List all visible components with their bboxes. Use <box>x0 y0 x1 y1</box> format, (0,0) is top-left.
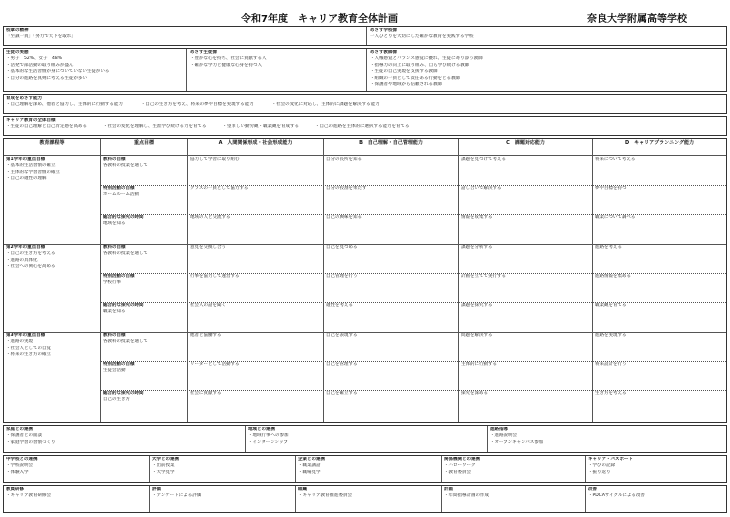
bottom-heading: キャリア・パスポート <box>588 457 633 462</box>
spirit-body: 「至誠一貫」「努力で天下を取れ」 <box>6 34 76 40</box>
table-cell <box>324 361 458 390</box>
sub-row-line <box>101 302 726 303</box>
partners-section <box>3 425 727 453</box>
focus-sub: ホームルーム活動 <box>103 192 139 198</box>
cell-text: 自己の興味を知る <box>326 215 362 220</box>
bottom-line: ・オープンキャンパス参加 <box>490 439 544 445</box>
table-cell <box>459 361 592 390</box>
focus-sub: 各教科の授業を通して <box>103 251 148 257</box>
cell-text: クラスの一員として協力する <box>190 186 249 191</box>
cell-text: 将来について考える <box>595 157 636 162</box>
bottom-line: ・振り返り <box>588 469 611 475</box>
head-label: 重点目標 <box>133 140 154 146</box>
table-cell <box>188 332 323 361</box>
focus-cell <box>101 156 187 185</box>
cell-text: 夢や目標を持つ <box>595 186 627 191</box>
grade-line: ・自己の生き方を考える <box>6 251 56 257</box>
table-cell <box>188 244 323 273</box>
table-cell <box>188 302 323 331</box>
cell-text: 進路を考える <box>595 245 622 250</box>
grade-line: ・将来の生き方の確立 <box>6 352 51 358</box>
cell-text: 社会人の話を聞く <box>190 303 226 308</box>
sub-row-line <box>101 390 726 391</box>
bottom-line: ・体験入学 <box>6 469 29 475</box>
table-cell <box>459 273 592 302</box>
table-cell <box>188 273 323 302</box>
head-label: C 課題対応能力 <box>506 140 545 146</box>
cell-text: 自己を表現する <box>326 333 358 338</box>
table-cell <box>459 390 592 419</box>
table-cell <box>324 332 458 361</box>
students-line: ・男子 52%、女子 48% <box>6 56 63 62</box>
head-label: A 人間関係形成・社会形成能力 <box>218 140 293 146</box>
bottom-2-4 <box>586 456 726 483</box>
bottom-line: ・家庭学習の習慣づくり <box>6 439 56 445</box>
table-cell <box>593 214 726 243</box>
cell-text: 主体的に行動する <box>461 362 497 367</box>
grade-heading: 第1学年の重点目標 <box>6 157 46 162</box>
goal-line: ・社会の変化を理解し、生涯学び続ける力を育てる <box>103 124 207 130</box>
bottom-line: ・PDCAサイクルによる改善 <box>588 493 645 499</box>
table-cell <box>593 244 726 273</box>
bottom-line: ・進路説明会 <box>490 433 517 439</box>
vision-body: 一人ひとりを大切にした確かな教育を実践する学校 <box>370 34 474 40</box>
cell-text: 協力して学習に取り組む <box>190 157 240 162</box>
cell-text: 生き方を考える <box>595 391 627 396</box>
spirit-cell <box>4 27 364 46</box>
table-cell <box>459 244 592 273</box>
bottom-1-0 <box>4 426 244 453</box>
grade-line: ・進路の実現 <box>6 339 33 345</box>
cell-text: 自己管理を行う <box>326 274 358 279</box>
target-students-line: ・豊かな心を持ち、社会に貢献する人 <box>190 56 267 62</box>
focus-sub: 地域を知る <box>103 221 126 227</box>
target-students-line: ・確かな学力と健康な心身を持つ人 <box>190 62 262 68</box>
bottom-2-1 <box>150 456 294 483</box>
bottom-3-2 <box>296 486 440 513</box>
grade-row-line <box>4 332 726 333</box>
cell-text: 自分の役割を果たす <box>326 186 367 191</box>
table-cell <box>459 185 592 214</box>
page-header <box>3 4 727 26</box>
abilities-cell <box>4 95 727 114</box>
grade-heading: 第3学年の重点目標 <box>6 333 46 338</box>
table-head-a <box>188 139 323 155</box>
table-cell <box>324 302 458 331</box>
bottom-heading: 組織 <box>298 487 307 492</box>
grade-line: ・社会への関心を高める <box>6 264 56 270</box>
ability-line: ・自己の生き方を考え、将来の夢や目標を実現する能力 <box>140 102 254 108</box>
bottom-line: ・出前授業 <box>152 463 175 469</box>
focus-sub: 自己の生き方 <box>103 397 130 403</box>
bottom-3-0 <box>4 486 148 513</box>
bottom-heading: 教員研修 <box>6 487 24 492</box>
table-cell <box>593 156 726 185</box>
abilities-heading: 育成をめざす能力 <box>6 96 42 101</box>
table-cell <box>188 185 323 214</box>
bottom-heading: 家庭との連携 <box>6 427 33 432</box>
sub-row-line <box>101 185 726 186</box>
bottom-line: ・年間指導計画の作成 <box>444 493 489 499</box>
table-head-focus <box>101 139 187 155</box>
bottom-2-2 <box>296 456 440 483</box>
grade-heading: 第2学年の重点目標 <box>6 245 46 250</box>
bottom-line: ・大学見学 <box>152 469 175 475</box>
bottom-heading: 中学校との連携 <box>6 457 38 462</box>
cell-text: 適性を考える <box>326 303 353 308</box>
table-cell <box>188 214 323 243</box>
bottom-1-1 <box>246 426 486 453</box>
cell-text: 課題を分析する <box>461 245 493 250</box>
sub-row-line <box>101 214 726 215</box>
table-cell <box>324 244 458 273</box>
grade-line: ・主体的な学習習慣の確立 <box>6 169 60 175</box>
table-cell <box>188 156 323 185</box>
bottom-line: ・職場見学 <box>298 469 321 475</box>
page-title: 令和7年度 キャリア教育全体計画 <box>241 14 398 25</box>
sub-row-line <box>101 361 726 362</box>
cell-text: 自己を確立する <box>326 391 358 396</box>
focus-cell <box>101 214 187 243</box>
bottom-heading: 地域との連携 <box>248 427 275 432</box>
bottom-line: ・キャリア教育推進委員会 <box>298 493 352 499</box>
cell-text: 計画を立てて実行する <box>461 274 506 279</box>
grade-line: ・進路の具体化 <box>6 257 38 263</box>
cell-text: 将来設計を行う <box>595 362 627 367</box>
table-cell <box>593 361 726 390</box>
focus-cell <box>101 302 187 331</box>
head-label: D キャリアプランニング能力 <box>624 140 695 146</box>
bottom-2-3 <box>442 456 584 483</box>
cell-text: 課題を見つけて考える <box>461 157 506 162</box>
cell-text: 意見を交換し合う <box>190 245 226 250</box>
head-label: 教育課程等 <box>39 140 65 146</box>
focus-label: 教科の目標 <box>103 245 126 250</box>
vision-cell <box>368 27 726 46</box>
table-cell <box>324 390 458 419</box>
teachers-line: ・組織の一員として責任ある行動をとる教師 <box>370 75 460 81</box>
goals-cell <box>4 117 727 136</box>
spirit-divider <box>366 27 367 46</box>
grade-line: ・自己の適性の理解 <box>6 176 47 182</box>
table-head-c <box>459 139 592 155</box>
bottom-line: ・学校説明会 <box>6 463 33 469</box>
bottom-line: ・教育委員会 <box>444 469 471 475</box>
ability-line: ・自己理解を深め、他者と協力し、主体的に行動する能力 <box>6 102 123 108</box>
teachers-line: ・人権感覚とバランス感覚に優れ、生徒に寄り添う教師 <box>370 56 483 62</box>
bottom-3-1 <box>150 486 294 513</box>
cell-text: 自己を見つめる <box>326 245 358 250</box>
cell-text: 職業について調べる <box>595 215 636 220</box>
focus-label: 総合的な探究の時間 <box>103 303 144 308</box>
cell-text: 進路を実現する <box>595 333 627 338</box>
cell-text: 地域の人と交流する <box>190 215 231 220</box>
focus-cell <box>101 361 187 390</box>
teachers-heading: めざす教師像 <box>370 50 397 55</box>
goal-line: ・生徒の自己理解と自己肯定感を高める <box>6 124 87 130</box>
goal-line: ・望ましい勤労観・職業観を育成する <box>222 124 299 130</box>
bottom-line: ・保護者との面談 <box>6 433 42 439</box>
focus-label: 教科の目標 <box>103 333 126 338</box>
students-cell <box>4 49 184 92</box>
bottom-2-0 <box>4 456 148 483</box>
table-cell <box>324 185 458 214</box>
table-cell <box>324 273 458 302</box>
bottom-heading: 改善 <box>588 487 597 492</box>
goals-heading: キャリア教育の全体目標 <box>6 118 56 123</box>
table-cell <box>593 273 726 302</box>
table-head-d <box>593 139 726 155</box>
table-cell <box>459 156 592 185</box>
focus-sub: 生徒会活動 <box>103 368 126 374</box>
table-cell <box>324 214 458 243</box>
table-head-grade <box>4 139 100 155</box>
grade-line: ・基本的生活習慣の確立 <box>6 163 56 169</box>
bottom-heading: 評価 <box>152 487 161 492</box>
target-students-heading: めざす生徒像 <box>190 50 217 55</box>
bottom-line: ・インターンシップ <box>248 439 289 445</box>
bottom-heading: 大学との連携 <box>152 457 179 462</box>
grade-line: ・社会人としての自覚 <box>6 345 51 351</box>
table-cell <box>593 302 726 331</box>
support-section <box>3 485 727 513</box>
table-cell <box>593 390 726 419</box>
sub-row-line <box>101 273 726 274</box>
focus-cell <box>101 390 187 419</box>
bottom-heading: 関係機関との連携 <box>444 457 480 462</box>
plan-sheet <box>3 4 727 514</box>
cell-text: 自己を管理する <box>326 362 358 367</box>
cell-text: 他者と協働する <box>190 333 222 338</box>
students-heading: 生徒の実態 <box>6 50 29 55</box>
focus-label: 総合的な探究の時間 <box>103 215 144 220</box>
abilities-section <box>3 94 727 114</box>
students-line: ・基本的な生活習慣が身についていない生徒がいる <box>6 69 110 75</box>
bottom-line: ・キャリア教育研修会 <box>6 493 51 499</box>
bottom-line: ・学びの記録 <box>588 463 615 469</box>
bottom-1-2 <box>488 426 726 453</box>
target-students-cell <box>188 49 364 92</box>
teachers-line: ・指導力の向上に取り組み、自ら学び続ける教師 <box>370 62 470 68</box>
focus-cell <box>101 185 187 214</box>
focus-sub: 学校行事 <box>103 280 121 286</box>
cell-text: 行事を協力して運営する <box>190 274 240 279</box>
cell-text: 探究を深める <box>461 391 488 396</box>
teachers-line: ・保護者や地域から信頼される教師 <box>370 82 442 88</box>
focus-sub: 職業を知る <box>103 309 126 315</box>
focus-label: 特別活動の目標 <box>103 274 135 279</box>
teachers-cell <box>368 49 726 92</box>
spirit-section <box>3 26 727 46</box>
grade-cell <box>4 244 100 332</box>
table-cell <box>593 332 726 361</box>
cell-text: 情報を収集する <box>461 215 493 220</box>
profile-divider <box>366 49 367 92</box>
focus-cell <box>101 332 187 361</box>
students-line: ・活発で部活動の取り組みが盛ん <box>6 62 74 68</box>
cell-text: 社会に貢献する <box>190 391 222 396</box>
focus-sub: 各教科の授業を通して <box>103 163 148 169</box>
table-cell <box>324 156 458 185</box>
goals-section <box>3 116 727 136</box>
bottom-3-4 <box>586 486 726 513</box>
focus-label: 特別活動の目標 <box>103 362 135 367</box>
head-label: B 自己理解・自己管理能力 <box>359 140 423 146</box>
table-cell <box>593 185 726 214</box>
table-cell <box>188 390 323 419</box>
grade-row-line <box>4 244 726 245</box>
profile-divider <box>186 49 187 92</box>
focus-cell <box>101 273 187 302</box>
table-cell <box>459 302 592 331</box>
profile-section <box>3 48 727 92</box>
bottom-heading: 企業との連携 <box>298 457 325 462</box>
cooperation-section <box>3 455 727 483</box>
table-cell <box>459 332 592 361</box>
focus-label: 総合的な探究の時間 <box>103 391 144 396</box>
grade-cell <box>4 332 100 420</box>
bottom-line: ・アンケートによる評価 <box>152 493 202 499</box>
school-name: 奈良大学附属高等学校 <box>587 14 687 25</box>
focus-label: 教科の目標 <box>103 157 126 162</box>
bottom-3-3 <box>442 486 584 513</box>
focus-cell <box>101 244 187 273</box>
cell-text: 自分の長所を知る <box>326 157 362 162</box>
bottom-heading: 進路指導 <box>490 427 508 432</box>
cell-text: 問題を解決する <box>461 333 493 338</box>
grade-cell <box>4 156 100 244</box>
cell-text: リーダーとして活動する <box>190 362 240 367</box>
bottom-line: ・職業講話 <box>298 463 321 469</box>
vision-heading: めざす学校像 <box>370 28 397 33</box>
students-line: ・自分の進路を真剣に考える生徒が多い <box>6 75 87 81</box>
ability-line: ・社会の変化に対応し、主体的に課題を解決する能力 <box>271 102 380 108</box>
table-head-b <box>324 139 458 155</box>
cell-text: 職業観を育てる <box>595 303 627 308</box>
bottom-line: ・ハローワーク <box>444 463 476 469</box>
teachers-line: ・生徒の自己実現を支援する教師 <box>370 69 438 75</box>
focus-label: 特別活動の目標 <box>103 186 135 191</box>
bottom-line: ・地域行事への参加 <box>248 433 289 439</box>
cell-text: 進路情報を集める <box>595 274 631 279</box>
cell-text: 話し合いで解決する <box>461 186 502 191</box>
table-cell <box>188 361 323 390</box>
spirit-heading: 校章の精神 <box>6 28 29 33</box>
cell-text: 課題を探究する <box>461 303 493 308</box>
plan-table <box>3 138 727 423</box>
focus-sub: 各教科の授業を通して <box>103 339 148 345</box>
table-cell <box>459 214 592 243</box>
bottom-heading: 計画 <box>444 487 453 492</box>
goal-line: ・自己の進路を主体的に選択する能力を育てる <box>315 124 410 130</box>
